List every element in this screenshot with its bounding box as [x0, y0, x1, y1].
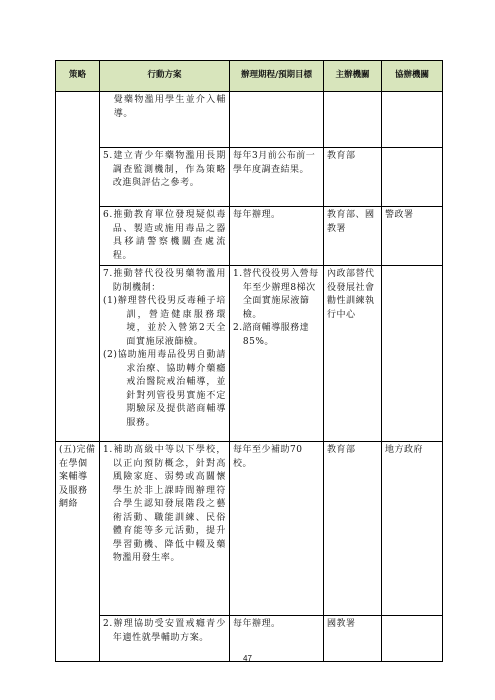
action-cell	[100, 207, 230, 266]
assist-cell	[382, 442, 443, 616]
action-cell	[100, 266, 230, 442]
assist-cell	[382, 148, 443, 207]
schedule-cell	[230, 266, 324, 442]
action-text: 1.補助高級中等以下學校，以正向預防概念，針對高風險家庭、弱勢或高關懷學生於非上課時間辦理符合學生認知發展階段之藝術活動、職能訓練、民俗體育能等多元活動，提升學習動機、降低中輟及藥物濫用發生率。	[103, 445, 226, 563]
schedule-cell	[230, 442, 324, 616]
lead-cell	[324, 148, 382, 207]
action-cell	[100, 148, 230, 207]
lead-agency-text: 教育部	[327, 445, 356, 455]
strategy-cell	[56, 442, 100, 662]
strategy-cell-continued	[56, 92, 100, 442]
action-cell	[100, 442, 230, 616]
action-subitem: (1)辦理替代役男反毒種子培訓，營造健康服務環境，並於入營第2天全面實施尿液篩檢。	[103, 296, 226, 347]
schedule-text: 2.諮商輔導服務達85%。	[233, 323, 310, 347]
schedule-cell	[230, 92, 324, 148]
action-text: 覺藥物濫用學生並介入輔導。	[113, 95, 226, 119]
table-row	[56, 207, 443, 266]
action-cell	[100, 92, 230, 148]
action-text: 5.建立青少年藥物濫用長期調查監測機制，作為策略改進與評估之參考。	[103, 151, 226, 188]
lead-agency-text: 國教署	[327, 619, 356, 629]
lead-agency-text: 內政部替代役發展社會勸性訓練執行中心	[327, 269, 375, 320]
lead-cell	[324, 92, 382, 148]
action-text: 6.推動教育單位發現疑似毒品、製造或施用毒品之器具移請警察機關查處流程。	[103, 210, 226, 261]
assist-agency-text: 警政署	[385, 210, 414, 220]
assist-cell	[382, 266, 443, 442]
header-assist-agency: 協辦機關	[382, 61, 443, 92]
schedule-text: 每年3月前公布前一學年度調查結果。	[233, 151, 316, 175]
schedule-cell	[230, 207, 324, 266]
schedule-cell	[230, 148, 324, 207]
header-schedule-target: 辦理期程/預期目標	[230, 61, 324, 92]
lead-cell	[324, 266, 382, 442]
lead-cell	[324, 207, 382, 266]
table-header-row	[56, 61, 443, 92]
action-text: 7.推動替代役役男藥物濫用防制機制：	[103, 269, 226, 293]
lead-agency-text: 教育部、國教署	[327, 210, 375, 234]
table-row	[56, 148, 443, 207]
assist-cell	[382, 92, 443, 148]
table-row	[56, 442, 443, 616]
lead-agency-text: 教育部	[327, 151, 356, 161]
lead-cell	[324, 442, 382, 616]
header-action-plan: 行動方案	[100, 61, 230, 92]
page-number: 47	[243, 654, 252, 663]
table-row	[56, 266, 443, 442]
table-row	[56, 92, 443, 148]
header-strategy: 策略	[56, 61, 100, 92]
strategy-table	[55, 60, 443, 662]
strategy-text: (五)完備在學個案輔導及服務網絡	[59, 445, 96, 509]
assist-cell	[382, 207, 443, 266]
schedule-text: 每年辦理。	[233, 210, 281, 220]
header-lead-agency: 主辦機關	[324, 61, 382, 92]
assist-agency-text: 地方政府	[385, 445, 424, 455]
schedule-text: 1.替代役役男入營每年至少辦理8梯次全面實施尿液篩檢。	[233, 269, 319, 320]
schedule-text: 每年至少補助70校。	[233, 445, 303, 469]
schedule-text: 每年辦理。	[233, 619, 281, 629]
action-text: 2.辦理協助受安置戒癮青少年適性就學輔助方案。	[103, 619, 226, 643]
action-subitem: (2)協助施用毒品役男自動請求治療、協助轉介藥癮戒治醫院戒治輔導，並針對列管役男實施不定期驗尿及提供諮商輔導服務。	[103, 350, 226, 428]
